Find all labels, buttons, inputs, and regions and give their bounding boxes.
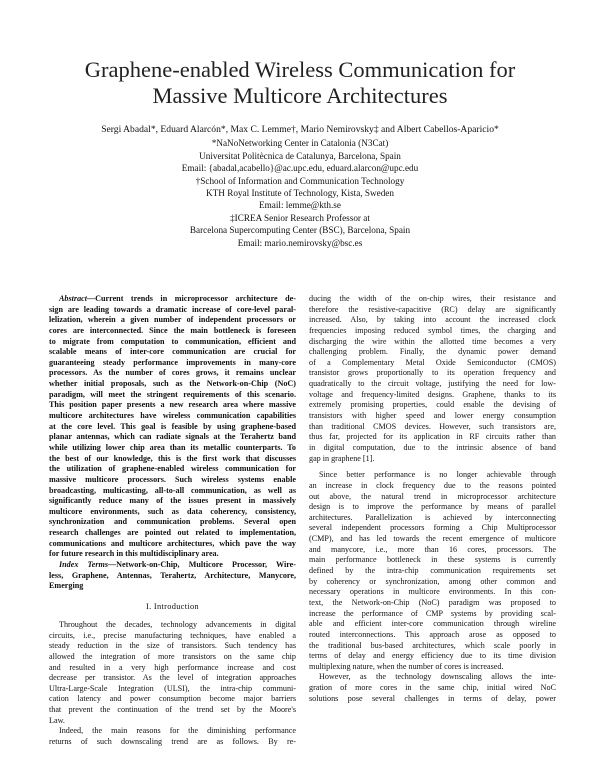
abstract-label: Abstract [59, 294, 87, 303]
body-line: and resulted in a very high performance increase and cost [49, 662, 296, 672]
body-line: and manycore, i.e., more than 16 cores, processors. The [309, 544, 556, 554]
body-line: therefore the resistive-capacitive (RC) delay are significantly [309, 304, 556, 314]
body-line: able and efficient inter-core communication through wireline [309, 619, 556, 629]
abstract-line: communications and multicore architectures, which pave the way [49, 538, 296, 548]
index-terms-line: less, Graphene, Antennas, Terahertz, Architecture, Manycore, [49, 570, 296, 580]
index-terms [49, 560, 296, 592]
body-line: routed interconnections. This approach arose as opposed to [309, 629, 556, 639]
abstract-line: the utilization of graphene-enabled wireless communication for [49, 464, 296, 474]
abstract-line: lelization, wherein a given number of independent processors or [49, 315, 296, 325]
title-line: Graphene-enabled Wireless Communication for [84, 57, 516, 82]
body-line: Ultra-Large-Scale Integration (ULSI), the intra-chip communi- [49, 683, 296, 693]
body-line: transistor grows proportionally to its operation frequency and [309, 368, 556, 378]
abstract-line: guaranteeing steady performance improvements in many-core [49, 357, 296, 367]
abstract-line: multicore architectures have wireless communication capabilities [49, 411, 296, 421]
body-line: increase the performance of CMP systems by providing scal- [309, 608, 556, 618]
body-line: text, the Network-on-Chip (NoC) paradigm was proposed to [309, 597, 556, 607]
paper-title [40, 57, 560, 109]
body-paragraph [309, 470, 556, 672]
body-line: by coherency or synchronization, among other common and [309, 576, 556, 586]
affiliation-line: Email: mario.nemirovsky@bsc.es [237, 237, 363, 248]
abstract-line: whether initial proposals, such as the Network-on-Chip (NoC) [49, 379, 296, 389]
abstract-line: while utilizing lower chip area than its metallic counterparts. To [49, 442, 296, 452]
body-line: ducing the width of the on-chip wires, their resistance and [309, 294, 556, 303]
abstract-text: —Current trends in microprocessor architecture de- [87, 294, 296, 303]
body-line: circuits, i.e., precise manufacturing techniques, have enabled a [49, 630, 296, 640]
body-line: extremely promising properties, could enable the devising of [309, 400, 556, 410]
body-line: allowed the integration of more transistors on the same chip [49, 651, 296, 661]
body-line: terms of delay and energy efficiency due to its time division [309, 651, 556, 661]
affiliation-line: ‡ICREA Senior Research Professor at [230, 212, 370, 223]
abstract-line: paradigm, will meet the stringent requirements of this scenario. [49, 389, 296, 399]
body-paragraph [309, 294, 556, 464]
body-line: gration of more cores in the same chip, initial wired NoC [309, 683, 556, 693]
body-line: multiplexing nature, when the number of cores is increased. [309, 661, 504, 671]
body-line: that prevent the continuation of the trend set by the Moore's [49, 705, 296, 715]
body-line: architectures. Parallelization is achieved by interconnecting [309, 512, 556, 522]
affiliation-line: Universitat Politècnica de Catalunya, Barcelona, Spain [199, 150, 401, 161]
body-line: Law. [49, 715, 65, 725]
intro-paragraph [49, 726, 296, 747]
abstract-line: scalable means of inter-core communication are crucial for [49, 347, 296, 357]
body-line: in digital computation, due to the intrinsic absence of band [309, 442, 556, 452]
section-heading: I. Introduction [146, 601, 199, 611]
body-line: thus far, projected for its application in RF circuits rather than [309, 432, 556, 442]
body-line: an increase in clock frequency due to the reasons pointed [309, 480, 556, 490]
abstract-line: multicore environments, such as data coherency, consistency, [49, 506, 296, 516]
abstract-line: significantly reduce many of the issues present in massively [49, 496, 296, 506]
body-line: out above, the natural trend in microprocessor architecture [309, 491, 556, 501]
body-line: several independent processors forming a Chip Multiprocessor [309, 523, 556, 533]
body-line: gap in graphene [1]. [309, 453, 375, 463]
abstract-line: cores are interconnected. Since the main bottleneck is foreseen [49, 325, 296, 335]
affiliation-line: *NaNoNetworking Center in Catalonia (N3Cat) [211, 138, 389, 149]
body-line: transistors with higher speed and lower energy consumption [309, 411, 556, 421]
body-line: quadratically to the circuit voltage, justifying the need for low- [309, 379, 556, 389]
body-line: returns of such downscaling trend are as follows. By re- [49, 736, 296, 746]
body-line: voltage and frequency-limited designs. Graphene, thanks to its [309, 389, 556, 399]
abstract-line: massive multicore processors. Such wireless systems enable [49, 474, 296, 484]
body-line: than traditional CMOS devices. However, such transistors are, [309, 421, 556, 431]
body-line: of a Complementary Metal Oxide Semiconductor (CMOS) [309, 357, 556, 367]
intro-paragraph [49, 620, 296, 726]
affiliation-line: Barcelona Supercomputing Center (BSC), Barcelona, Spain [189, 225, 411, 236]
index-terms-line [49, 560, 296, 571]
body-line: (CMP), and has led towards the recent emergence of multicore [309, 534, 556, 544]
right-column [309, 294, 556, 704]
author-block [30, 124, 570, 249]
author-list: Sergi Abadal*, Eduard Alarcón*, Max C. Lemme†, Mario Nemirovsky‡ and Albert Cabellos-Aparicio* [101, 124, 499, 135]
abstract [49, 294, 296, 560]
affiliation-line: Email: {abadal,acabello}@ac.upc.edu, eduard.alarcon@upc.edu [181, 163, 419, 174]
body-line: decrease per transistor. As the level of integration approaches [49, 673, 296, 683]
abstract-line: at the core level. This goal is feasible by using graphene-based [49, 421, 296, 431]
abstract-line: broadcasting, multicasting, all-to-all communication, as well as [49, 485, 296, 495]
affiliation-line: KTH Royal Institute of Technology, Kista, Sweden [206, 188, 394, 199]
body-line: design is to improve the performance by means of parallel [309, 502, 556, 512]
body-line: the traditional bus-based architectures, which scale poorly in [309, 640, 556, 650]
title-line: Massive Multicore Architectures [152, 83, 448, 108]
left-column [49, 294, 296, 748]
abstract-line: processors. As the number of cores grows, it remains unclear [49, 368, 296, 378]
abstract-line: to migrate from computation to communication, efficient and [49, 336, 296, 346]
body-line: discharging the wire within the allotted time becomes a very [309, 336, 556, 346]
body-line: Indeed, the main reasons for the diminishing performance [59, 726, 296, 736]
body-line: frequencies imposing reduced symbol times, the charging and [309, 325, 556, 335]
index-terms-label: Index Terms [59, 560, 109, 570]
index-terms-text: —Network-on-Chip, Multicore Processor, Wire- [108, 560, 296, 570]
body-line: main performance bottleneck in these systems is currently [309, 555, 556, 565]
abstract-line [49, 294, 296, 305]
abstract-line: research challenges are pointed out related to implementation, [49, 528, 296, 538]
abstract-line: for future research in this multidisciplinary area. [49, 549, 219, 559]
index-terms-line: Emerging [49, 581, 84, 591]
affiliation-line: Email: lemme@kth.se [259, 200, 341, 211]
abstract-line: the best of our knowledge, this is the first work that discusses [49, 453, 296, 463]
body-line: cation latency and power consumption become major barriers [49, 694, 296, 704]
affiliation-line: †School of Information and Communication Technology [195, 175, 405, 186]
abstract-line: This position paper presents a new research area where massive [49, 400, 296, 410]
body-line: solutions pose several challenges in terms of delay, power [309, 693, 556, 703]
body-line: increased. Also, by taking into account the increased clock [309, 315, 556, 325]
body-line: challenging problem. Finally, the dynamic power demand [309, 347, 556, 357]
body-line: steady reduction in the size of transistors. Such tendency has [49, 641, 296, 651]
abstract-line: sign are leading towards a dramatic increase of core-level paral- [49, 304, 296, 314]
body-line: defined by the intra-chip communication requirements set [309, 566, 556, 576]
body-paragraph [309, 672, 556, 704]
body-line: Throughout the decades, technology advancements in digital [59, 619, 296, 629]
body-line: necessary operations in multicore environments. In this con- [309, 587, 556, 597]
abstract-line: planar antennas, which can radiate signals at the Terahertz band [49, 432, 296, 442]
abstract-line: synchronization and communication problems. Several open [49, 517, 296, 527]
body-line: Since better performance is no longer achievable through [319, 470, 556, 480]
body-line: However, as the technology downscaling allows the inte- [319, 672, 556, 682]
